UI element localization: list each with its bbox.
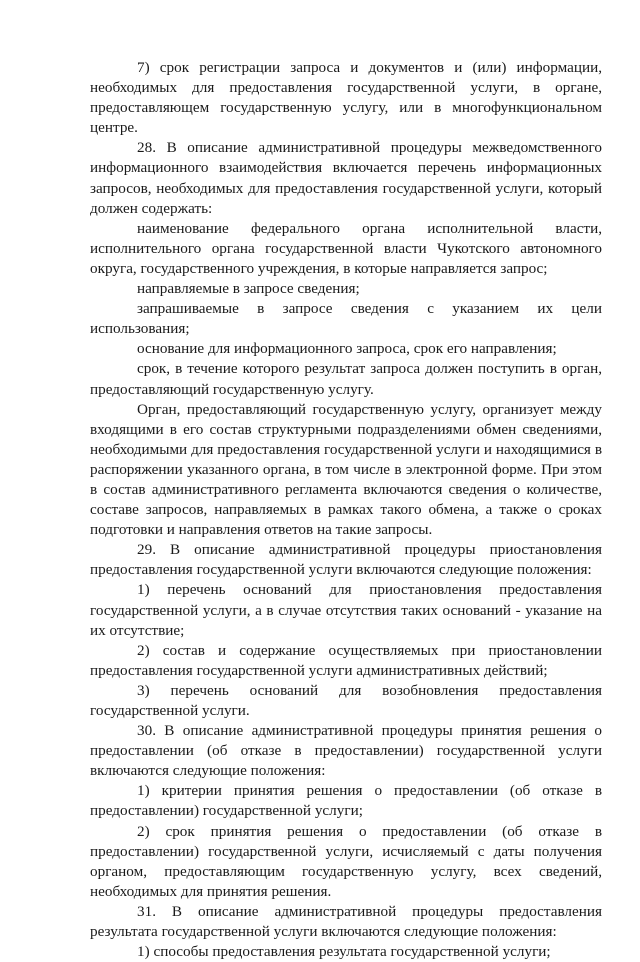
- paragraph-28: 28. В описание административной процедуры межведомственного информационного взаимодействия включается перечень информационных запросов, необходимых для предоставления государственной услуги, который должен содержать:: [90, 139, 602, 217]
- paragraph-internal-exchange: Орган, предоставляющий государственную услугу, организует между входящими в его состав структурными подразделениями обмен сведениями, необходимыми для предоставления государственной услуги и находящимися в распоряжении указанного органа, в том числе в электронной форме. При этом в состав административного регламента включаются сведения о количестве, составе запросов, направляемых в рамках такого обмена, а также о сроках подготовки и направления ответов на такие запросы.: [90, 400, 602, 539]
- paragraph-sent-data: направляемые в запросе сведения;: [137, 280, 360, 298]
- paragraph-31: 31. В описание административной процедуры предоставления результата государственной услуги включаются следующие положения:: [90, 902, 602, 941]
- paragraph-29-item-3: 3) перечень оснований для возобновления предоставления государственной услуги.: [90, 681, 602, 719]
- paragraph-29-item-1: 1) перечень оснований для приостановления предоставления государственной услуги, а в случае отсутствия таких оснований - указание на их отсутствие;: [90, 581, 602, 639]
- paragraph-30: 30. В описание административной процедуры принятия решения о предоставлении (об отказе в предоставлении) государственной услуги включаются следующие положения:: [90, 722, 602, 780]
- paragraph-31-item-1: 1) способы предоставления результата государственной услуги;: [137, 943, 551, 961]
- document-text: [90, 58, 602, 962]
- paragraph-request-recipient: наименование федерального органа исполнительной власти, исполнительного органа государственной власти Чукотского автономного округа, государственного учреждения, в которые направляется запрос;: [90, 219, 602, 277]
- paragraph-29-item-2: 2) состав и содержание осуществляемых при приостановлении предоставления государственной услуги административных действий;: [90, 641, 602, 679]
- paragraph-response-term: срок, в течение которого результат запроса должен поступить в орган, предоставляющий государственную услугу.: [90, 360, 602, 398]
- paragraph-30-item-2: 2) срок принятия решения о предоставлении (об отказе в предоставлении) государственной услуги, исчисляемый с даты получения органом, предоставляющим государственную услугу, всех сведений, необходимых для принятия решения.: [90, 822, 602, 900]
- paragraph-requested-data: запрашиваемые в запросе сведения с указанием их цели использования;: [90, 300, 602, 338]
- paragraph-request-basis: основание для информационного запроса, срок его направления;: [137, 340, 557, 358]
- paragraph-30-item-1: 1) критерии принятия решения о предоставлении (об отказе в предоставлении) государственной услуги;: [90, 782, 602, 820]
- paragraph-item-7: 7) срок регистрации запроса и документов и (или) информации, необходимых для предоставления государственной услуги, в органе, предоставляющем государственную услугу, или в многофункциональном центре.: [90, 59, 602, 137]
- paragraph-29: 29. В описание административной процедуры приостановления предоставления государственной услуги включаются следующие положения:: [90, 541, 602, 579]
